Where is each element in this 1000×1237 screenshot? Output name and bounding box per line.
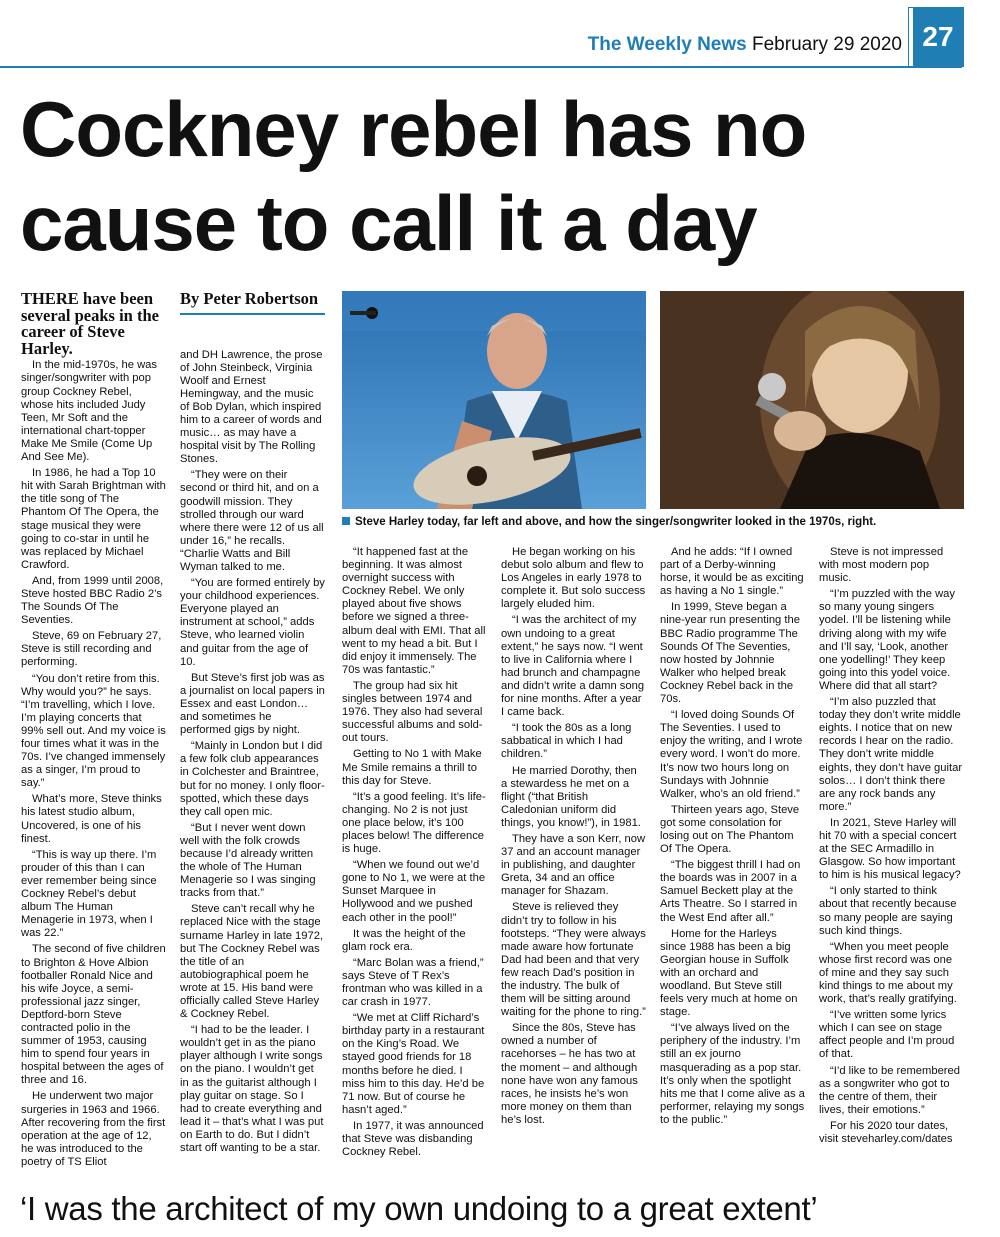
- article-paragraph: “I’d like to be remembered as a songwriter who got to the centre of them, their lives, their emotions.”: [819, 1064, 960, 1116]
- article-paragraph: “I took the 80s as a long sabbatical in which I had children.”: [501, 722, 632, 761]
- publication-date: February 29 2020: [752, 34, 902, 55]
- article-column-3: [342, 546, 487, 1162]
- byline: By Peter Robertson: [180, 291, 325, 315]
- article-column-2: [180, 291, 325, 1158]
- article-paragraph: In 1999, Steve began a nine-year run presenting the BBC Radio programme The Sounds Of The Seventies, now hosted by Johnnie Walker who helped break Cockney Rebel back in the 70s.: [660, 601, 800, 706]
- headline: Cockney rebel has no cause to call it a day: [20, 85, 807, 267]
- article-paragraph: “It happened fast at the beginning. It was almost overnight success with Cockney Rebel. We only played about five shows before we signed a three-album deal with EMI. That all went to my head a bit. But I did enjoy it immensely. The 70s was fantastic.”: [342, 546, 486, 676]
- photo-caption: [342, 516, 876, 528]
- vintage-photo: [660, 291, 964, 509]
- article-paragraph: They have a son Kerr, now 37 and an account manager in publishing, and daughter Greta, 34 and an office manager for Shazam.: [501, 832, 646, 898]
- article-paragraph: “I’m puzzled with the way so many young singers yodel. I’ll be listening while driving along with my wife and I’ll say, ‘Look, another one yodelling!’ They keep going into this yodel voice. Where did that all start?: [819, 588, 955, 692]
- article-paragraph: In 1986, he had a Top 10 hit with Sarah Brightman with the title song of The Phantom Of The Opera, the stage musical they were going to co-star in until he was replaced by Michael Crawford.: [21, 467, 166, 571]
- article-paragraph: Steve is not impressed with most modern pop music.: [819, 546, 944, 585]
- article-paragraph: And, from 1999 until 2008, Steve hosted BBC Radio 2’s The Sounds Of The Seventies.: [21, 574, 164, 627]
- article-paragraph: “It’s a good feeling. It’s life-changing. No 2 is not just one place below, it’s 100 places below! The difference is huge.: [342, 790, 486, 856]
- column-body: [819, 546, 964, 1146]
- column-body: [342, 546, 487, 1159]
- caption-square-icon: [342, 517, 350, 525]
- article-paragraph: The group had six hit singles between 1974 and 1976. They also had several successful albums and sold-out tours.: [342, 679, 483, 745]
- article-paragraph: The second of five children to Brighton & Hove Albion footballer Ronald Nice and his wife Joyce, a semi-professional jazz singer, Deptford-born Steve contracted polio in the summer of 1953, causing him to spend four years in hospital between the ages of three and 16.: [21, 943, 166, 1087]
- article-paragraph: Steve is relieved they didn’t try to follow in his footsteps. “They were always made aware how fortunate Dad had been and that very few reach Dad’s position in the industry. The bulk of them will be sitting around waiting for the phone to ring.”: [501, 901, 646, 1019]
- article-column-4: [501, 546, 646, 1130]
- article-column-1: [21, 291, 166, 1172]
- article-paragraph: “You don’t retire from this. Why would you?” he says. “I’m travelling, which I love. I’m playing concerts that 99% sell out. And my voice is four times what it was in the 70s. I’ve changed immensely as a singer, I’m proud to say.”: [21, 672, 166, 790]
- article-paragraph: “I’ve always lived on the periphery of the industry. I’m still an ex journo masquerading as a pop star. It’s only when the spotlight hits me that I come alive as a performer, relaying my songs to the public.”: [660, 1022, 805, 1126]
- article-paragraph: “The biggest thrill I had on the boards was in 2007 in a Samuel Beckett play at the Arts Theatre. So I starred in the West End after all.”: [660, 859, 801, 924]
- article-column-5: [660, 546, 805, 1130]
- page-number: 27: [909, 8, 963, 66]
- photo-steve-harley-today: [342, 291, 646, 509]
- article-paragraph: “When we found out we’d gone to No 1, we were at the Sunset Marquee in Hollywood and we pushed each other in the pool!”: [342, 859, 486, 924]
- article-paragraph: He began working on his debut solo album and flew to Los Angeles in early 1978 to complete it. But solo success largely eluded him.: [501, 546, 646, 611]
- article-paragraph: “This is way up there. I’m prouder of this than I can ever remember being since Cockney Rebel’s debut album The Human Menagerie in 1973, when I was 22.”: [21, 848, 157, 940]
- photo-steve-harley-1970s: [660, 291, 964, 509]
- article-paragraph: “Mainly in London but I did a few folk club appearances in Colchester and Braintree, but for no money. I only floor-spotted, which these days they call open mic.: [180, 740, 325, 818]
- publication-name: The Weekly News: [587, 34, 747, 55]
- pull-quote: ‘I was the architect of my own undoing to a great extent’: [20, 1190, 818, 1227]
- article-paragraph: “I’m also puzzled that today they don’t write middle eights. I notice that on new records I hear on the radio. They don’t write middle eights, they don’t have guitar solos… I don’t think there are any rock bands any more.”: [819, 696, 963, 813]
- masthead: [588, 34, 902, 56]
- article-paragraph: He married Dorothy, then a stewardess he met on a flight (“that British Caledonian uniform did things, you know!”), in 1981.: [501, 764, 641, 829]
- article-paragraph: And he adds: “If I owned part of a Derby-winning horse, it would be as exciting as having a No 1 single.”: [660, 546, 804, 598]
- article-paragraph: “I was the architect of my own undoing to a great extent,” he says now. “I went to live in California where I had brunch and champagne and didn’t write a damn song for nine months. After a year I came back.: [501, 614, 645, 719]
- article-paragraph: It was the height of the glam rock era.: [342, 927, 466, 953]
- article-paragraph: “But I never went down well with the folk crowds because I’d already written the whole of The Human Menagerie so I was singing tracks from that.”: [180, 821, 316, 900]
- article-paragraph: “We met at Cliff Richard’s birthday party in a restaurant on the King’s Road. We stayed good friends for 18 months before he died. I miss him to this day. He’d be 71 now. But of course he hasn’t aged.”: [342, 1012, 485, 1116]
- article-paragraph: What’s more, Steve thinks his latest studio album, Uncovered, is one of his finest.: [21, 793, 162, 845]
- column-body: [180, 349, 325, 1156]
- article-paragraph: In 2021, Steve Harley will hit 70 with a special concert at the SEC Armadillo in Glasgow. So how important to him is his musical legacy?: [819, 816, 961, 882]
- article-paragraph: For his 2020 tour dates, visit steveharley.com/dates: [819, 1119, 953, 1146]
- article-paragraph: Thirteen years ago, Steve got some consolation for losing out on The Phantom Of The Opera.: [660, 803, 800, 856]
- article-paragraph: “They were on their second or third hit, and on a goodwill mission. They strolled through our ward where there were 12 of us all under 16,” he recalls. “Charlie Watts and Bill Wyman talked to me.: [180, 469, 324, 573]
- caption-text: Steve Harley today, far left and above, and how the singer/songwriter looked in the 1970s, right.: [355, 516, 877, 528]
- column-body: [660, 546, 805, 1127]
- article-paragraph: “When you meet people whose first record was one of mine and they say such kind things to me about my work, that’s really gratifying.: [819, 940, 957, 1006]
- article-paragraph: and DH Lawrence, the prose of John Steinbeck, Virginia Woolf and Ernest Hemingway, and the music of Bob Dylan, which inspired him to a career of words and music… as may have a hospital visit by The Rolling Stones.: [180, 348, 323, 466]
- concert-photo: [342, 291, 646, 509]
- article-paragraph: Since the 80s, Steve has owned a number of racehorses – he has two at the moment – and although none have won any famous races, he insists he’s won more money on them than he’s lost.: [501, 1022, 638, 1126]
- article-paragraph: “You are formed entirely by your childhood experiences. Everyone played an instrument at school,” adds Steve, who learned violin and guitar from the age of 10.: [180, 577, 325, 668]
- article-paragraph: Steve can’t recall why he replaced Nice with the stage surname Harley in late 1972, but The Cockney Rebel was the title of an autobiographical poem he wrote at 15. His band were officially called Steve Harley & Cockney Rebel.: [180, 903, 324, 1021]
- column-body: [21, 359, 166, 1169]
- article-paragraph: Getting to No 1 with Make Me Smile remains a thrill to this day for Steve.: [342, 748, 482, 787]
- article-paragraph: “I loved doing Sounds Of The Seventies. I used to enjoy the writing, and I wrote every word. I won’t do more. It’s now two hours long on Sundays with Johnnie Walker, who’s an old friend.”: [660, 709, 803, 800]
- article-paragraph: “Marc Bolan was a friend,” says Steve of T Rex’s frontman who was killed in a car crash in 1977.: [342, 956, 484, 1009]
- article-paragraph: In 1977, it was announced that Steve was disbanding Cockney Rebel.: [342, 1119, 484, 1159]
- header-rule: [0, 66, 962, 68]
- article-paragraph: Steve, 69 on February 27, Steve is still recording and performing.: [21, 630, 162, 669]
- article-paragraph: “I had to be the leader. I wouldn’t get in as the piano player although I write songs on the piano. I wouldn’t get in as the guitarist although I play guitar on stage. So I had to create everything and lead it – that’s what I was put on Earth to do. But I didn’t start off wanting to be a star.: [180, 1024, 324, 1155]
- article-paragraph: “I only started to think about that recently because so many people are saying such kind things.: [819, 885, 957, 937]
- article-paragraph: Home for the Harleys since 1988 has been a big Georgian house in Suffolk with an orchard and woodland. But Steve still feels very much at home on stage.: [660, 927, 798, 1019]
- standfirst: THERE have been several peaks in the career of Steve Harley.: [21, 289, 159, 358]
- column-body: [501, 546, 646, 1127]
- article-paragraph: But Steve’s first job was as a journalist on local papers in Essex and east London… and sometimes he performed gigs by night.: [180, 671, 325, 737]
- article-column-6: [819, 546, 964, 1149]
- article-paragraph: “I’ve written some lyrics which I can see on stage affect people and I’m proud of that.: [819, 1009, 955, 1061]
- article-paragraph: In the mid-1970s, he was singer/songwriter with pop group Cockney Rebel, whose hits included Judy Teen, Mr Soft and the international chart-topper Make Me Smile (Come Up And See Me).: [21, 359, 157, 464]
- page-header: [0, 0, 1000, 70]
- article-paragraph: He underwent two major surgeries in 1963 and 1966. After recovering from the first operation at the age of 12, he was introduced to the poetry of TS Eliot: [21, 1090, 166, 1168]
